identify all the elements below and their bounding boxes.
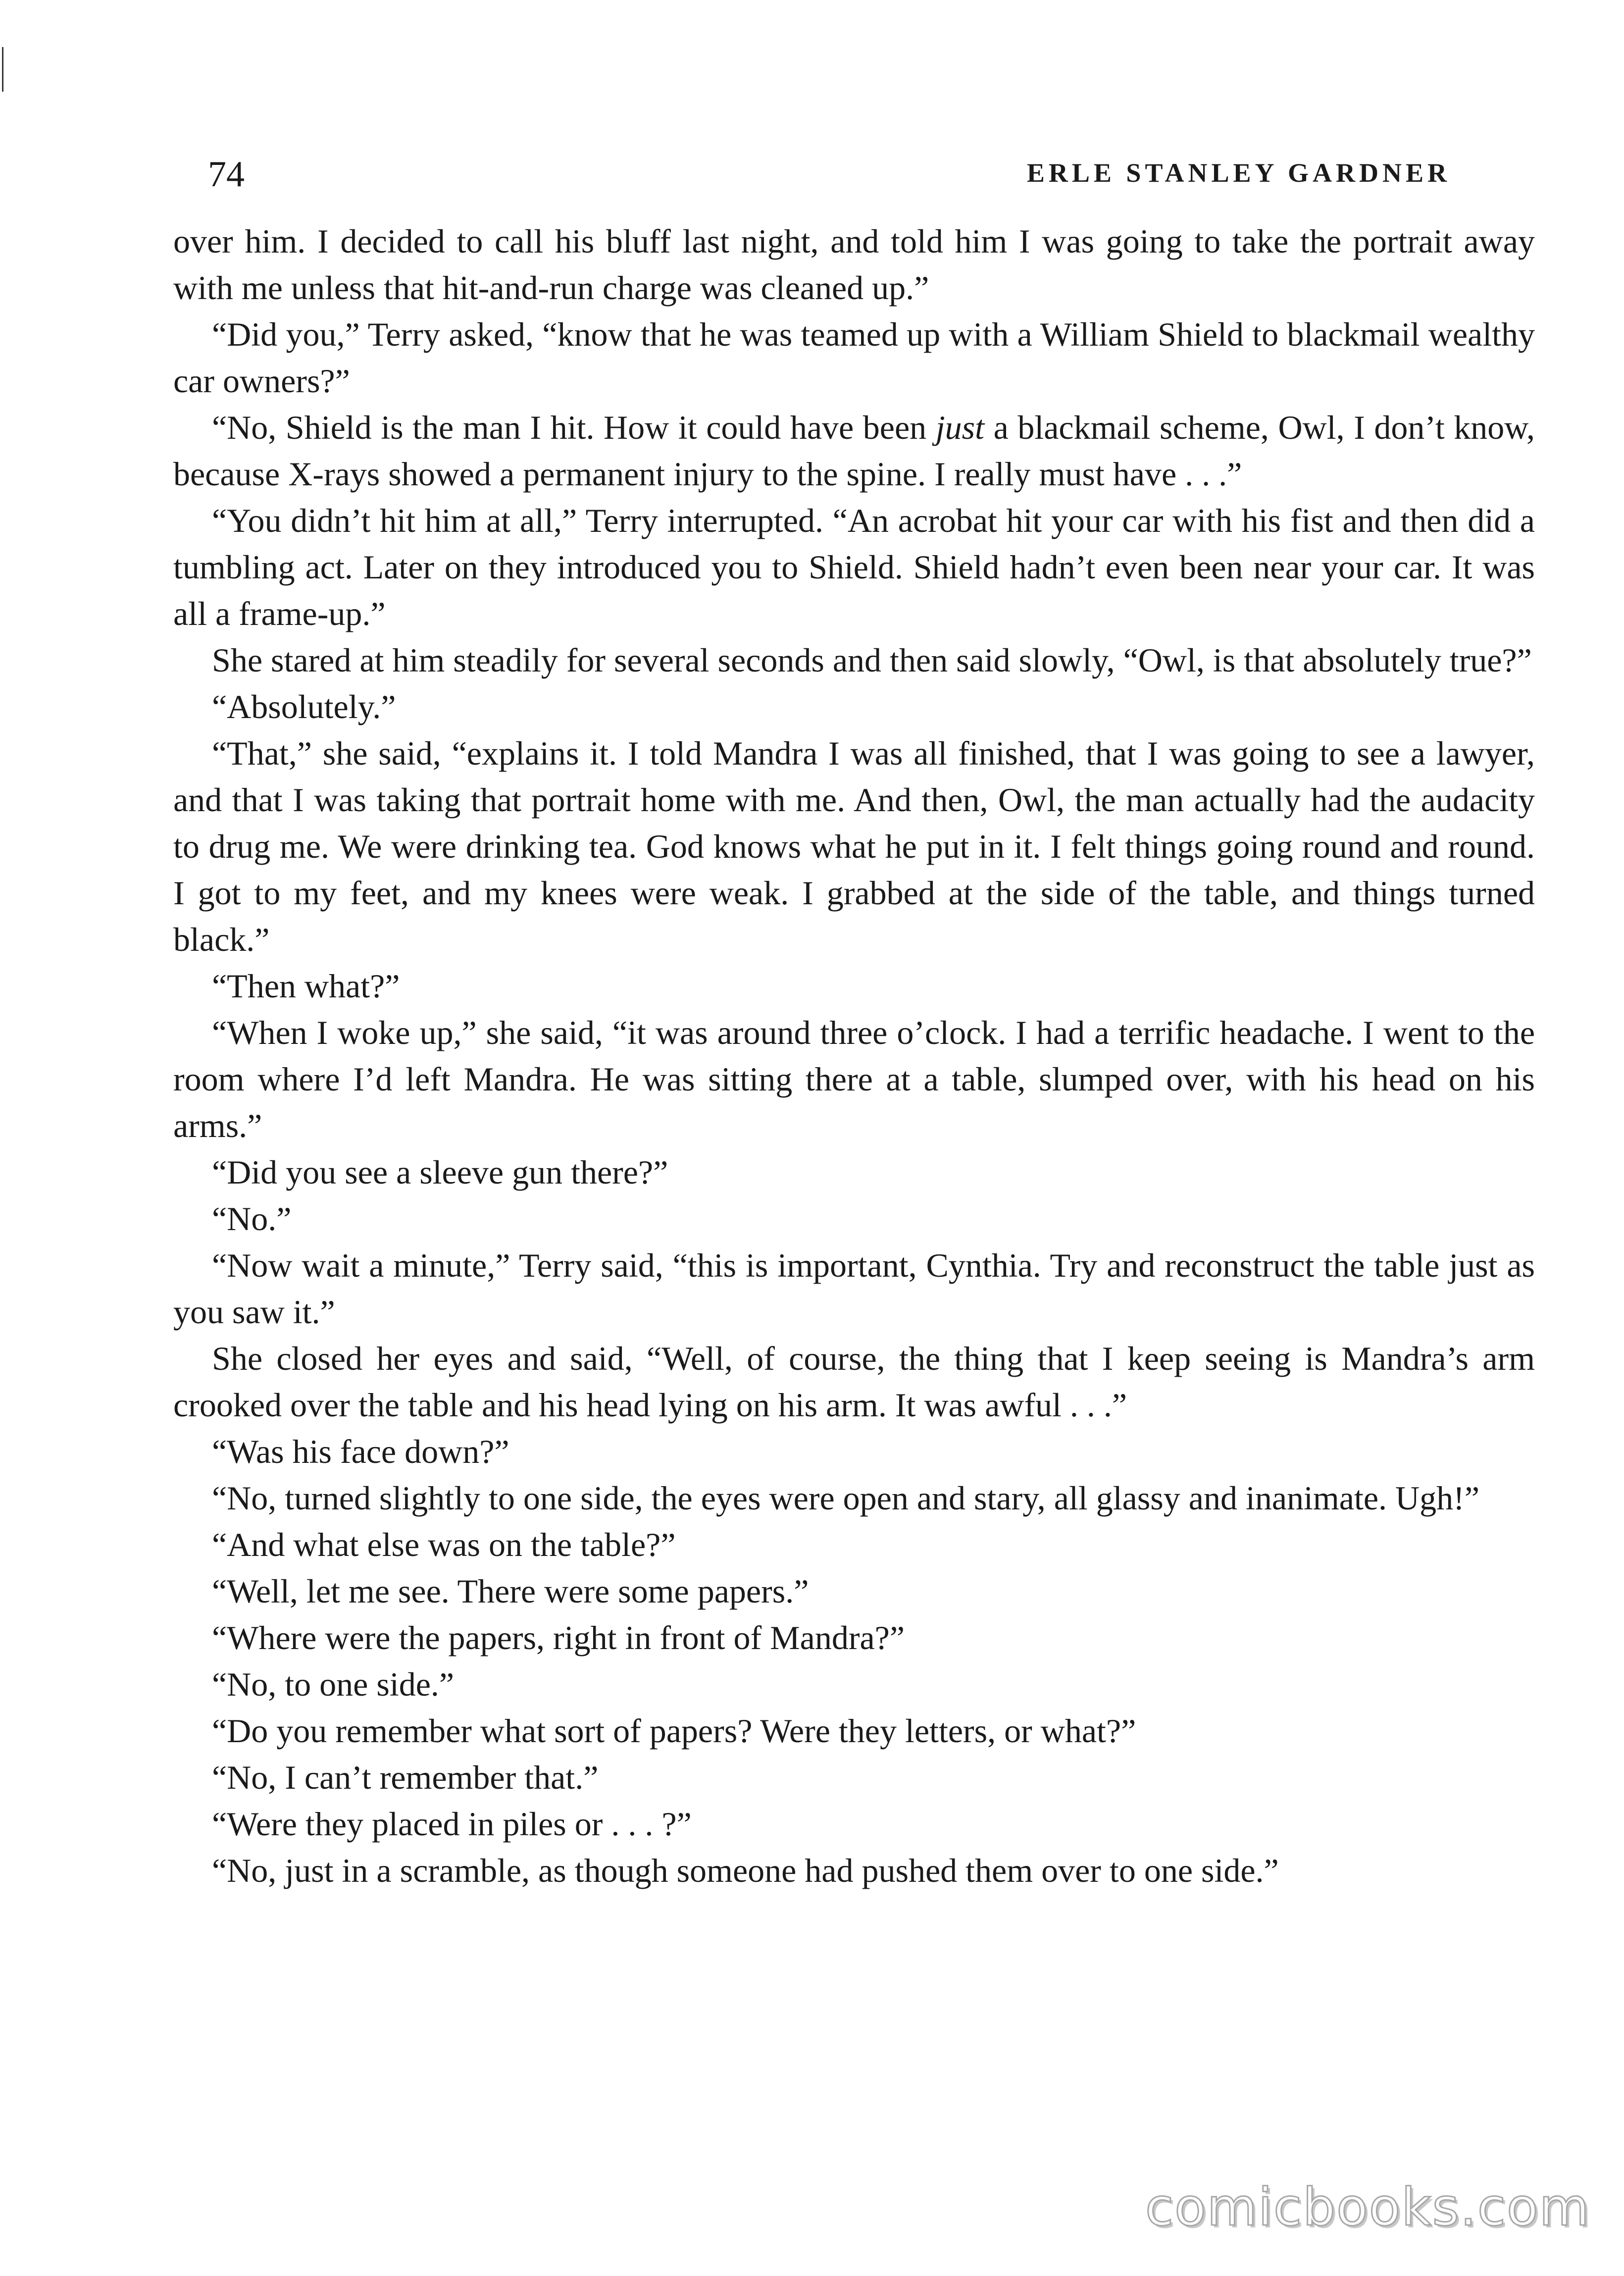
paragraph: “Do you remember what sort of papers? Were they letters, or what?” [212,1712,1136,1750]
paragraph-text: “No, Shield is the man I hit. How it could have been [212,409,927,446]
paragraph: “No, just in a scramble, as though someone had pushed them over to one side.” [212,1852,1279,1889]
body-text [173,218,1535,1894]
paragraph: “And what else was on the table?” [212,1526,676,1563]
paragraph: “No, to one side.” [212,1665,455,1703]
paragraph: “You didn’t hit him at all,” Terry interrupted. “An acrobat hit your car with his fist and then did a tumbling act. Later on they introduced you to Shield. Shield hadn’t even been near your car. It was all a frame-up.” [173,502,1535,632]
paragraph: “No, I can’t remember that.” [212,1759,599,1796]
paragraph: “Now wait a minute,” Terry said, “this is important, Cynthia. Try and reconstruct the table just as you saw it.” [173,1246,1535,1331]
paragraph: over him. I decided to call his bluff last night, and told him I was going to take the portrait away with me unless that hit-and-run charge was cleaned up.” [173,222,1535,307]
paragraph: “Where were the papers, right in front of Mandra?” [212,1619,905,1656]
paragraph: “Well, let me see. There were some papers.” [212,1572,809,1610]
emphasis-text: just [935,409,984,446]
watermark-logo: comicbooks.com [1145,2177,1590,2237]
paragraph: “Was his face down?” [212,1433,509,1470]
page-number: 74 [208,154,245,195]
paragraph [173,404,1535,497]
paragraph: “That,” she said, “explains it. I told Mandra I was all finished, that I was going to see a lawyer, and that I was taking that portrait home with me. And then, Owl, the man actually had the audacity to drug me. We were drinking tea. God knows what he put in it. I felt things going round and round. I got to my feet, and my knees were weak. I grabbed at the side of the table, and things turned black.” [173,734,1535,958]
scan-edge-mark [2,47,3,92]
paragraph-text: a blackmail scheme, Owl, I don’t know, because X-rays showed a permanent injury to the spine. I really must have . . .” [173,409,1535,493]
running-head: ERLE STANLEY GARDNER [1026,158,1451,188]
paragraph: “Absolutely.” [212,688,396,725]
paragraph: “No, turned slightly to one side, the eyes were open and stary, all glassy and inanimate. Ugh!” [212,1479,1479,1517]
paragraph: “When I woke up,” she said, “it was around three o’clock. I had a terrific headache. I went to the room where I’d left Mandra. He was sitting there at a table, slumped over, with his head on his arms.” [173,1014,1535,1144]
paragraph: “Did you see a sleeve gun there?” [212,1153,668,1191]
paragraph: She stared at him steadily for several seconds and then said slowly, “Owl, is that absolutely true?” [212,641,1532,679]
paragraph: “Then what?” [212,967,400,1005]
paragraph: She closed her eyes and said, “Well, of course, the thing that I keep seeing is Mandra’s arm crooked over the table and his head lying on his arm. It was awful . . .” [173,1340,1535,1424]
paragraph: “Did you,” Terry asked, “know that he was teamed up with a William Shield to blackmail wealthy car owners?” [173,315,1535,400]
paragraph: “No.” [212,1200,292,1238]
paragraph: “Were they placed in piles or . . . ?” [212,1805,692,1843]
